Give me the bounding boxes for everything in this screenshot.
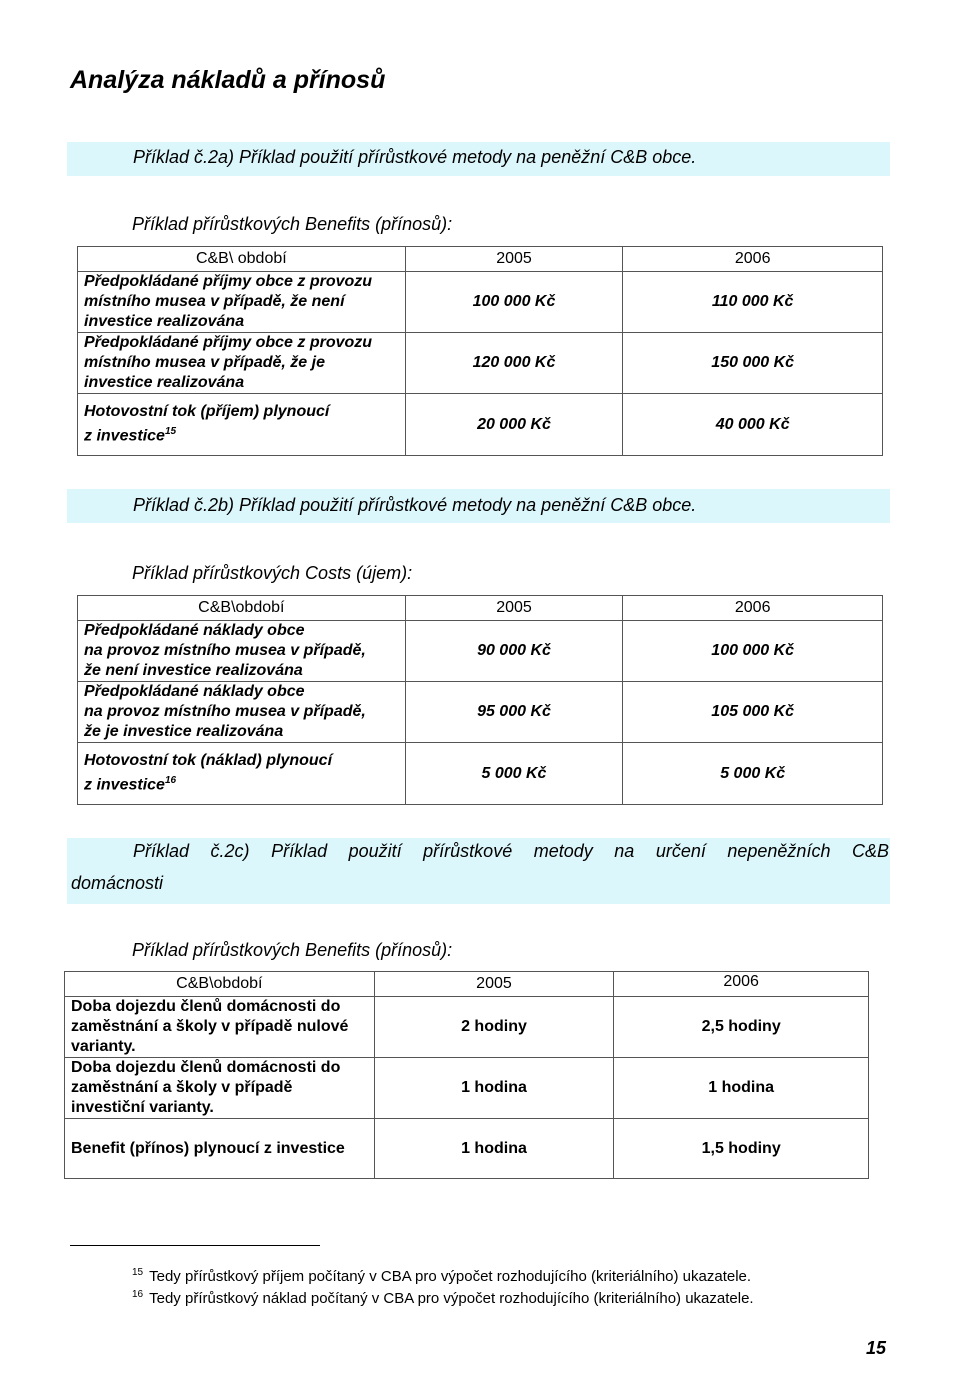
row-label: Hotovostní tok (náklad) plynoucí z investice$^{16}$ (78, 743, 406, 805)
table-row (65, 1058, 869, 1119)
value-2005: 1 hodina (374, 1119, 614, 1179)
row-label: Předpokládané náklady obce na provoz místního musea v případě, že je investice realizována (78, 682, 406, 743)
row-label: Předpokládané náklady obce na provoz místního musea v případě, že není investice realizována (78, 621, 406, 682)
page-number: 15 (866, 1338, 887, 1358)
footnote-number: 16 (132, 1289, 144, 1300)
value-2006: 1 hodina (614, 1058, 869, 1119)
value-2006: 110 000 Kč (623, 272, 883, 333)
table-c-header (65, 972, 869, 997)
section-c-band (67, 838, 890, 904)
section-a-band (67, 142, 890, 176)
value-2005: 95 000 Kč (405, 682, 623, 743)
table-a (77, 246, 883, 456)
header-cell: C&B\období (78, 596, 406, 621)
section-c-subheading: Příklad přírůstkových Benefits (přínosů): (132, 940, 453, 960)
footnote-ref: 16 (164, 775, 177, 787)
section-c-heading-line1: Příklad č.2c) Příklad použití přírůstkové metody na určení nepeněžních C&B (133, 841, 889, 861)
section-a-subheading: Příklad přírůstkových Benefits (přínosů): (132, 214, 453, 234)
table-row (78, 394, 883, 456)
row-label: Předpokládané příjmy obce z provozu místního musea v případě, že je investice realizována (78, 333, 406, 394)
value-2006: 2,5 hodiny (614, 997, 869, 1058)
value-2006: 40 000 Kč (623, 394, 883, 456)
footnote (132, 1289, 754, 1307)
table-row (78, 333, 883, 394)
row-label: Doba dojezdu členů domácnosti do zaměstnání a školy v případě nulové varianty. (65, 997, 375, 1058)
document-title: Analýza nákladů a přínosů (70, 66, 386, 94)
value-2006: 105 000 Kč (623, 682, 883, 743)
table-row (78, 272, 883, 333)
value-2005: 100 000 Kč (405, 272, 623, 333)
value-2006: 150 000 Kč (623, 333, 883, 394)
row-label: Benefit (přínos) plynoucí z investice (65, 1119, 375, 1179)
table-row (65, 997, 869, 1058)
value-2005: 20 000 Kč (405, 394, 623, 456)
footnote-text: Tedy přírůstkový příjem počítaný v CBA pro výpočet rozhodujícího (kriteriálního) ukazatele. (149, 1268, 752, 1285)
header-cell: 2005 (374, 972, 614, 997)
value-2005: 1 hodina (374, 1058, 614, 1119)
value-2006: 1,5 hodiny (614, 1119, 869, 1179)
table-row (65, 1119, 869, 1179)
value-2006: 100 000 Kč (623, 621, 883, 682)
section-b-band (67, 489, 890, 523)
footnote-text: Tedy přírůstkový náklad počítaný v CBA pro výpočet rozhodujícího (kriteriálního) ukazatele. (149, 1290, 754, 1307)
table-c (64, 971, 869, 1179)
table-row (78, 682, 883, 743)
header-cell: 2005 (405, 596, 623, 621)
header-cell: 2006 (614, 972, 869, 997)
value-2005: 5 000 Kč (405, 743, 623, 805)
table-a-header (78, 247, 883, 272)
section-b-subheading: Příklad přírůstkových Costs (újem): (132, 563, 413, 583)
value-2005: 2 hodiny (374, 997, 614, 1058)
header-cell: 2005 (405, 247, 623, 272)
row-label: Předpokládané příjmy obce z provozu místního musea v případě, že není investice realizována (78, 272, 406, 333)
footnote-number: 15 (132, 1267, 144, 1278)
header-cell: C&B\ období (78, 247, 406, 272)
value-2005: 90 000 Kč (405, 621, 623, 682)
footnote-ref: 15 (164, 426, 177, 438)
section-b-heading: Příklad č.2b) Příklad použití přírůstkové metody na peněžní C&B obce. (133, 495, 697, 515)
footnote (132, 1267, 751, 1285)
header-cell: 2006 (623, 596, 883, 621)
header-cell: 2006 (623, 247, 883, 272)
section-a-heading: Příklad č.2a) Příklad použití přírůstkové metody na peněžní C&B obce. (133, 147, 697, 167)
header-cell: C&B\období (65, 972, 375, 997)
table-row (78, 621, 883, 682)
value-2005: 120 000 Kč (405, 333, 623, 394)
footnote-separator (70, 1245, 320, 1246)
row-label: Doba dojezdu členů domácnosti do zaměstnání a školy v případě investiční varianty. (65, 1058, 375, 1119)
section-c-heading-line2: domácnosti (71, 873, 164, 893)
table-row (78, 743, 883, 805)
row-label: Hotovostní tok (příjem) plynoucí z investice$^{15}$ (78, 394, 406, 456)
value-2006: 5 000 Kč (623, 743, 883, 805)
table-b (77, 595, 883, 805)
table-b-header (78, 596, 883, 621)
